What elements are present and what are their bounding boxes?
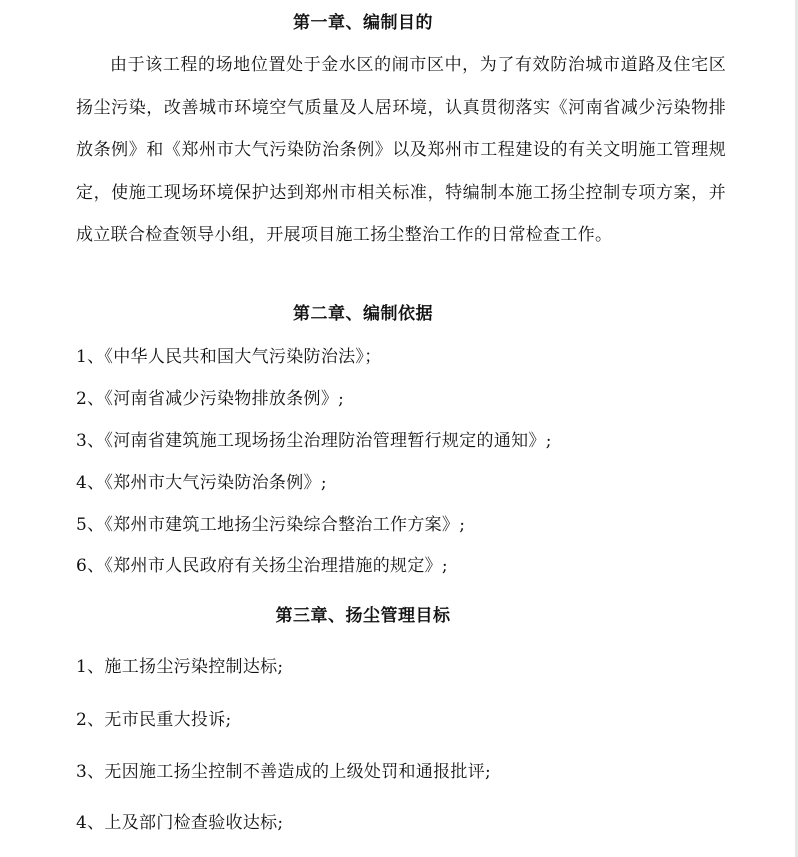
chapter3-list-item: 3、无因施工扬尘控制不善造成的上级处罚和通报批评; (76, 762, 492, 782)
chapter3-list-item: 4、上及部门检查验收达标; (76, 813, 284, 833)
chapter2-list-item: 2、《河南省减少污染物排放条例》; (76, 389, 345, 409)
chapter2-list-item: 5、《郑州市建筑工地扬尘污染综合整治工作方案》; (76, 515, 466, 535)
chapter2-list-item: 6、《郑州市人民政府有关扬尘治理措施的规定》; (76, 556, 448, 576)
chapter1-heading: 第一章、编制目的 (293, 13, 433, 33)
chapter3-heading: 第三章、扬尘管理目标 (275, 606, 451, 626)
chapter3-list-item: 2、无市民重大投诉; (76, 710, 232, 730)
chapter2-heading: 第二章、编制依据 (293, 304, 433, 324)
chapter1-paragraph: 由于该工程的场地位置处于金水区的闹市区中，为了有效防治城市道路及住宅区扬尘污染，改善城市环境空气质量及人居环境，认真贯彻落实《河南省减少污染物排放条例》和《郑州市大气污染防治条例》以及郑州市工程建设的有关文明施工管理规定，使施工现场环境保护达到郑州市相关标准，特编制本施工扬尘控制专项方案，并成立联合检查领导小组，开展项目施工扬尘整治工作的日常检查工作。 (76, 55, 726, 245)
chapter3-list-item: 1、施工扬尘污染控制达标; (76, 657, 284, 677)
chapter2-list-item: 4、《郑州市大气污染防治条例》; (76, 473, 327, 493)
chapter2-list-item: 1、《中华人民共和国大气污染防治法》； (76, 347, 382, 367)
chapter2-list-item: 3、《河南省建筑施工现场扬尘治理防治管理暂行规定的通知》; (76, 431, 552, 451)
